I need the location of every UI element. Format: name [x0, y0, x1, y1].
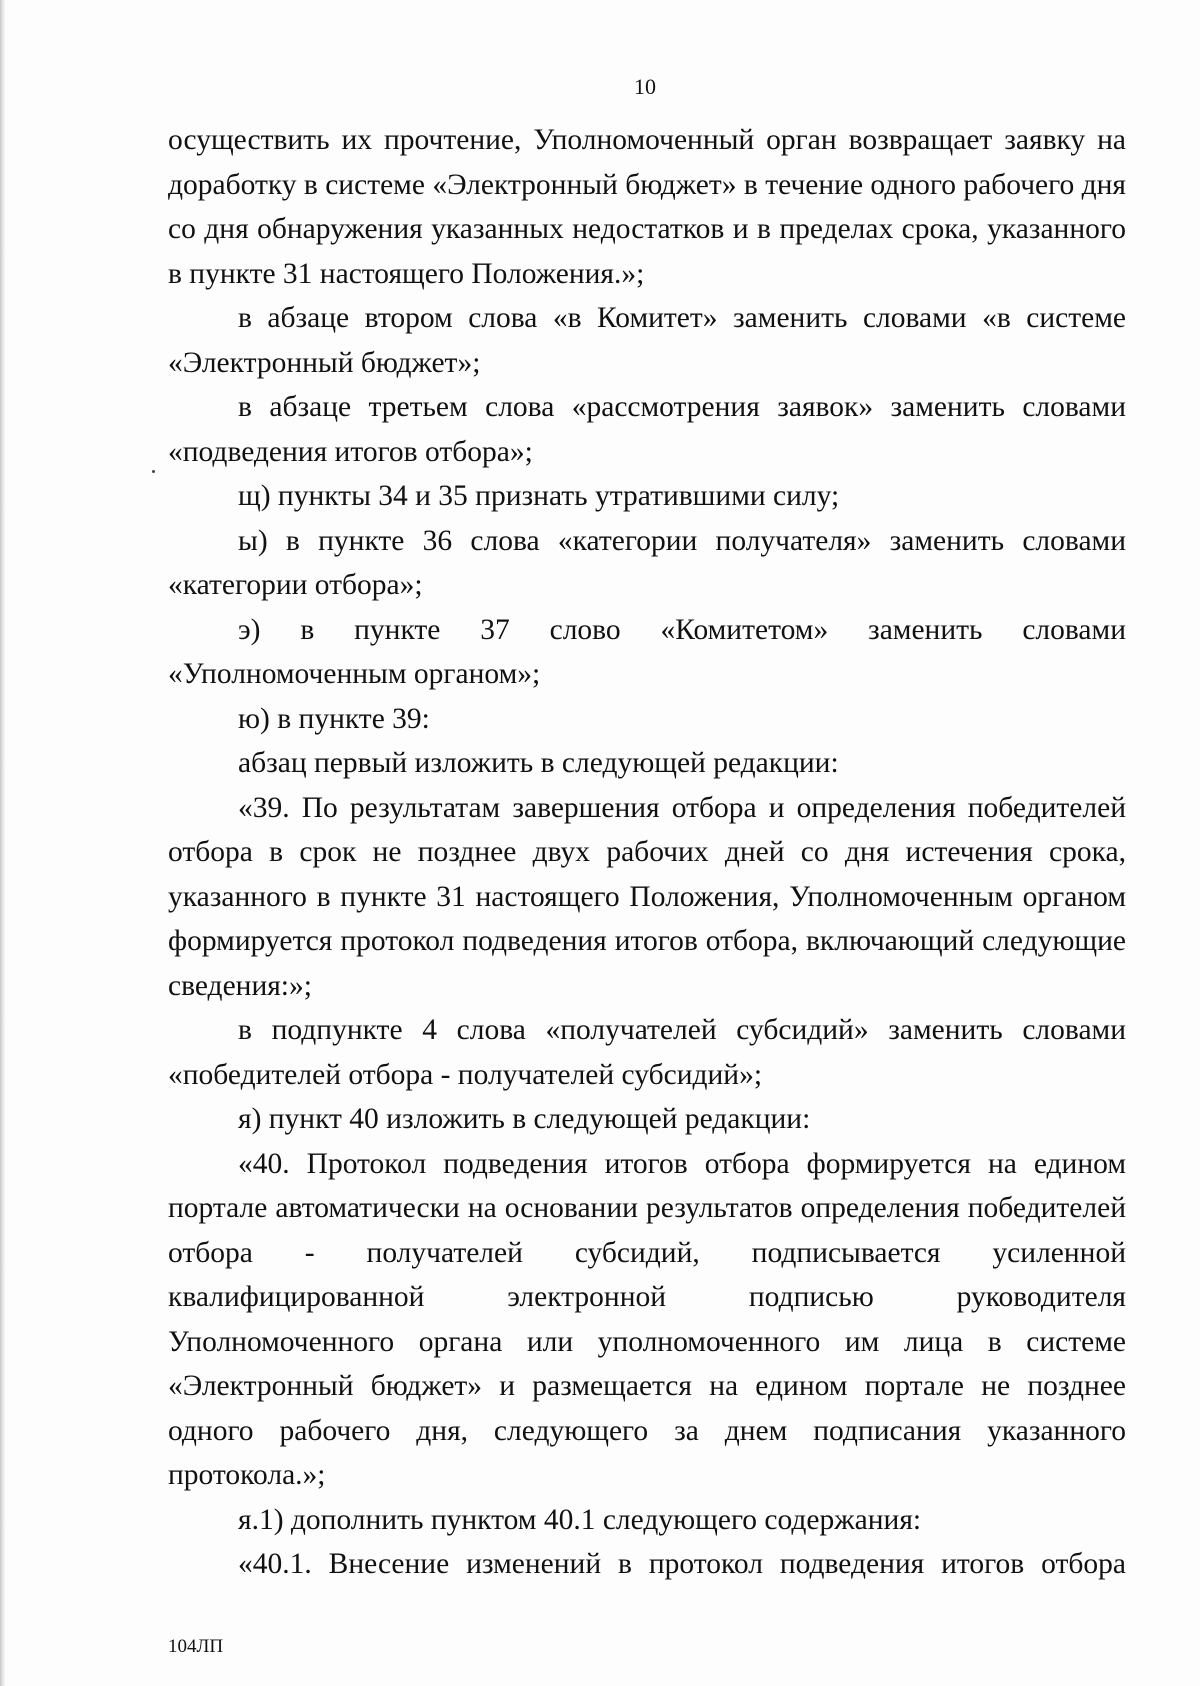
document-body [168, 118, 1126, 1587]
paragraph: э) в пункте 37 слово «Комитетом» заменить словами «Уполномоченным органом»; [168, 613, 1126, 690]
paragraph: «39. По результатам завершения отбора и определения победителей отбора в срок не позднее двух рабочих дней со дня истечения срока, указанного в пункте 31 настоящего Положения, Уполномоченным органом формируется протокол подведения итогов отбора, включающий следующие сведения:»; [168, 791, 1126, 1002]
paragraph: я.1) дополнить пунктом 40.1 следующего содержания: [238, 1503, 922, 1536]
scan-speck [152, 470, 155, 473]
paragraph-continuation: осуществить их прочтение, Уполномоченный орган возвращает заявку на доработку в системе «Электронный бюджет» в течение одного рабочего дня со дня обнаружения указанных недостатков и в пределах срока, указанного в пункте 31 настоящего Положения.»; [168, 124, 1126, 290]
paragraph: ю) в пункте 39: [238, 702, 430, 735]
paragraph-truncated: «40.1. Внесение изменений в протокол подведения итогов отбора [238, 1548, 1126, 1580]
document-code: 104ЛП [168, 1636, 224, 1657]
paragraph: в абзаце третьем слова «рассмотрения заявок» заменить словами «подведения итогов отбора»; [168, 391, 1126, 468]
page-number: 10 [634, 74, 656, 99]
paragraph: я) пункт 40 изложить в следующей редакции: [238, 1103, 811, 1135]
paragraph: в абзаце втором слова «в Комитет» заменить словами «в системе «Электронный бюджет»; [168, 302, 1126, 379]
scan-edge [0, 0, 6, 1686]
paragraph: абзац первый изложить в следующей редакции: [238, 747, 839, 779]
paragraph: щ) пункты 34 и 35 признать утратившими силу; [238, 480, 840, 512]
paragraph: «40. Протокол подведения итогов отбора формируется на едином портале автоматически на основании результатов определения победителей отбора - получателей субсидий, подписывается усиленной квалифицированной электронной подписью руководителя Уполномоченного органа или уполномоченного им лица в системе «Электронный бюджет» и размещается на едином портале не позднее одного рабочего дня, следующего за днем подписания указанного протокола.»; [168, 1147, 1126, 1491]
paragraph: ы) в пункте 36 слова «категории получателя» заменить словами «категории отбора»; [168, 524, 1126, 601]
paragraph: в подпункте 4 слова «получателей субсидий» заменить словами «победителей отбора - получателей субсидий»; [168, 1014, 1126, 1091]
